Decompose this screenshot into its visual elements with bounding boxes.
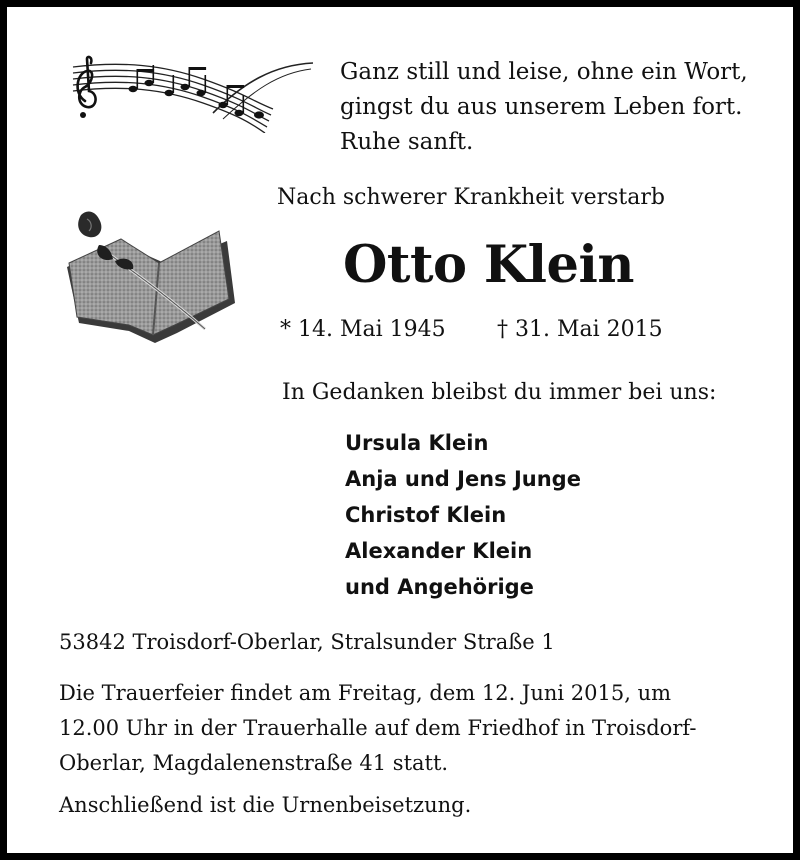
poem-line: Ruhe sanft. bbox=[340, 129, 474, 155]
death-date: † 31. Mai 2015 bbox=[497, 317, 663, 342]
poem-line: gingst du aus unserem Leben fort. bbox=[340, 94, 743, 120]
ceremony-line: Oberlar, Magdalenenstraße 41 statt. bbox=[59, 751, 449, 775]
address: 53842 Troisdorf-Oberlar, Stralsunder Straße 1 bbox=[59, 630, 555, 654]
family-list bbox=[345, 425, 581, 605]
family-member: Anja und Jens Junge bbox=[345, 467, 581, 491]
urn-note: Anschließend ist die Urnenbeisetzung. bbox=[59, 793, 472, 817]
music-notes-icon bbox=[63, 53, 313, 133]
poem-line: Ganz still und leise, ohne ein Wort, bbox=[340, 59, 748, 85]
ceremony-line: Die Trauerfeier findet am Freitag, dem 12. Juni 2015, um bbox=[59, 681, 672, 705]
intro-text: Nach schwerer Krankheit verstarb bbox=[277, 185, 665, 210]
poem bbox=[340, 55, 780, 160]
family-member: und Angehörige bbox=[345, 575, 534, 599]
family-member: Alexander Klein bbox=[345, 539, 533, 563]
ceremony-info bbox=[59, 676, 759, 781]
deceased-name: Otto Klein bbox=[343, 235, 634, 295]
birth-date: * 14. Mai 1945 bbox=[280, 317, 446, 342]
family-member: Ursula Klein bbox=[345, 431, 489, 455]
book-with-rose-icon bbox=[59, 205, 239, 355]
memory-line: In Gedanken bleibst du immer bei uns: bbox=[282, 380, 717, 405]
ceremony-line: 12.00 Uhr in der Trauerhalle auf dem Friedhof in Troisdorf- bbox=[59, 716, 697, 740]
family-member: Christof Klein bbox=[345, 503, 507, 527]
